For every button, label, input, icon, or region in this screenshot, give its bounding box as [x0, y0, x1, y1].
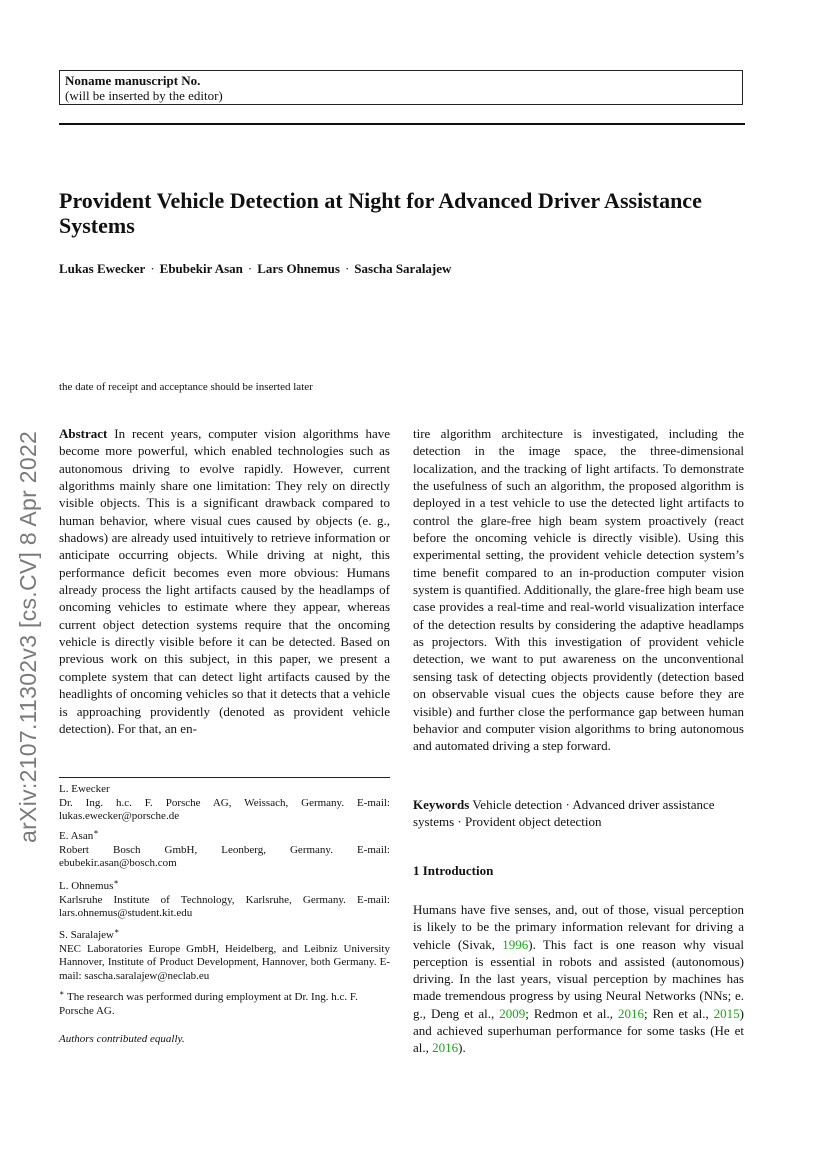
- author-name: Ebubekir Asan: [159, 261, 243, 276]
- manuscript-number-box: [59, 70, 743, 105]
- arxiv-identifier-stamp: arXiv:2107.11302v3 [cs.CV] 8 Apr 2022: [15, 430, 41, 843]
- intro-text: ) and achieved superhuman performance for some tasks (He et al.,: [413, 1005, 744, 1056]
- header-rule: [59, 123, 745, 125]
- footnote-ewecker: [59, 783, 390, 824]
- abstract-right-column: tire algorithm architecture is investigated, including the detection in the image space, the three-dimensional localization, and the tracking of light artifacts. To demonstrate the usefulness of such an algorithm, the proposed algorithm is deployed in a test vehicle to use the detected light artifacts to control the glare-free high beam system proactively (react before the oncoming vehicle is directly visible). Using this experimental setting, the provident vehicle detection system’s time benefit compared to an in-production computer vision system is quantified. Additionally, the glare-free high beam use case provides a real-time and real-world visualization interface of the detection results by considering the adaptive headlamps as projectors. With this investigation of provident vehicle detection, we want to put awareness on the unconventional sensing task of detecting objects providently (detection based on observable visual cues the objects cause before they are visible) and further close the performance gap between human behavior and computer vision algorithms to bring autonomous and automated driving a step forward.: [413, 426, 744, 754]
- intro-text: ; Ren et al.,: [644, 1005, 714, 1021]
- abstract-text-part1: In recent years, computer vision algorithms have become more powerful, which enabled technologies such as autonomous driving to evolve rapidly. However, current algorithms mainly share one limitation: They rely on directly visible objects. This is a significant drawback compared to human behavior, where visual cues caused by objects (e. g., shadows) are already used intuitively to retrieve information or anticipate occurring objects. While driving at night, this performance deficit becomes even more obvious: Humans already process the light artifacts caused by the headlamps of oncoming vehicles to estimate where they appear, whereas current object detection systems require that the oncoming vehicle is directly visible before it can be detected. Based on previous work on this subject, in this paper, we present a complete system that can detect light artifacts caused by the headlights of oncoming vehicles so that it detects that a vehicle is approaching providently (denoted as provident vehicle detection). For that, an en-: [59, 426, 391, 736]
- author-name: Lukas Ewecker: [59, 261, 146, 276]
- footnote-author-name: L. Ewecker: [59, 783, 110, 795]
- manuscript-number-label: Noname manuscript No.: [65, 73, 201, 88]
- author-separator: ·: [247, 261, 253, 276]
- keywords: [413, 796, 744, 831]
- abstract-left-column: [59, 425, 390, 737]
- footnote-author-name: E. Asan: [59, 830, 94, 842]
- footnote-affiliation: Robert Bosch GmbH, Leonberg, Germany. E-mail: ebubekir.asan@bosch.com: [59, 843, 390, 870]
- intro-text: Humans have five senses, and, out of those, visual perception is likely to be the primary information relevant for driving a vehicle (Sivak,: [413, 902, 744, 952]
- footnote-rule: [59, 777, 390, 778]
- author-separator: ·: [150, 261, 155, 276]
- author-separator: ·: [344, 261, 350, 276]
- author-name: Lars Ohnemus: [257, 261, 340, 276]
- paper-title: Provident Vehicle Detection at Night for Advanced Driver Assistance Systems: [59, 188, 702, 238]
- footnote-affiliation: Dr. Ing. h.c. F. Porsche AG, Weissach, Germany. E-mail: lukas.ewecker@porsche.de: [59, 796, 390, 823]
- citation-link[interactable]: 2015: [713, 1005, 740, 1021]
- author-name: Sascha Saralajew: [354, 261, 452, 276]
- citation-link[interactable]: 2009: [499, 1005, 526, 1021]
- footnote-affiliation: Karlsruhe Institute of Technology, Karlsruhe, Germany. E-mail: lars.ohnemus@student.kit.edu: [59, 893, 390, 920]
- citation-link[interactable]: 1996: [502, 936, 529, 952]
- footnote-equal-contribution: Authors contributed equally.: [59, 1033, 185, 1045]
- footnote-mark: ∗: [59, 988, 65, 998]
- footnote-saralajew: [59, 926, 390, 983]
- equal-contribution-mark: ∗: [93, 827, 99, 837]
- dates-note: the date of receipt and acceptance should be inserted later: [59, 381, 313, 393]
- footnote-author-name: S. Saralajew: [59, 929, 114, 941]
- keywords-text: Vehicle detection · Advanced driver assistance systems · Provident object detection: [413, 797, 715, 830]
- research-note-text: The research was performed during employment at Dr. Ing. h.c. F. Porsche AG.: [59, 991, 358, 1017]
- editor-note: (will be inserted by the editor): [65, 88, 223, 103]
- footnote-author-name: L. Ohnemus: [59, 880, 114, 892]
- citation-link[interactable]: 2016: [432, 1040, 459, 1056]
- intro-text: ). This fact is one reason why visual perception is essential in robots and assisted (autonomous) driving. In the last years, visual perception by machines has made tremendous progress by using Neural Networks (NNs; e. g., Deng et al.,: [413, 936, 745, 1021]
- introduction-paragraph: [413, 901, 744, 1057]
- author-list: [59, 261, 759, 277]
- equal-contribution-mark: ∗: [113, 926, 120, 936]
- citation-link[interactable]: 2016: [618, 1005, 645, 1021]
- section-heading-introduction: 1 Introduction: [413, 863, 494, 878]
- footnote-asan: [59, 827, 390, 871]
- intro-text: ).: [458, 1040, 466, 1056]
- abstract-label: Abstract: [59, 426, 108, 441]
- footnote-ohnemus: [59, 877, 390, 921]
- equal-contribution-mark: ∗: [113, 877, 119, 887]
- intro-text: ; Redmon et al.,: [525, 1005, 619, 1021]
- footnote-affiliation: NEC Laboratories Europe GmbH, Heidelberg, and Leibniz University Hannover, Institute of Product Development, Hannover, both Germany. E-mail: sascha.saralajew@neclab.eu: [59, 942, 390, 982]
- footnote-research-note: [59, 988, 390, 1018]
- keywords-label: Keywords: [413, 797, 470, 812]
